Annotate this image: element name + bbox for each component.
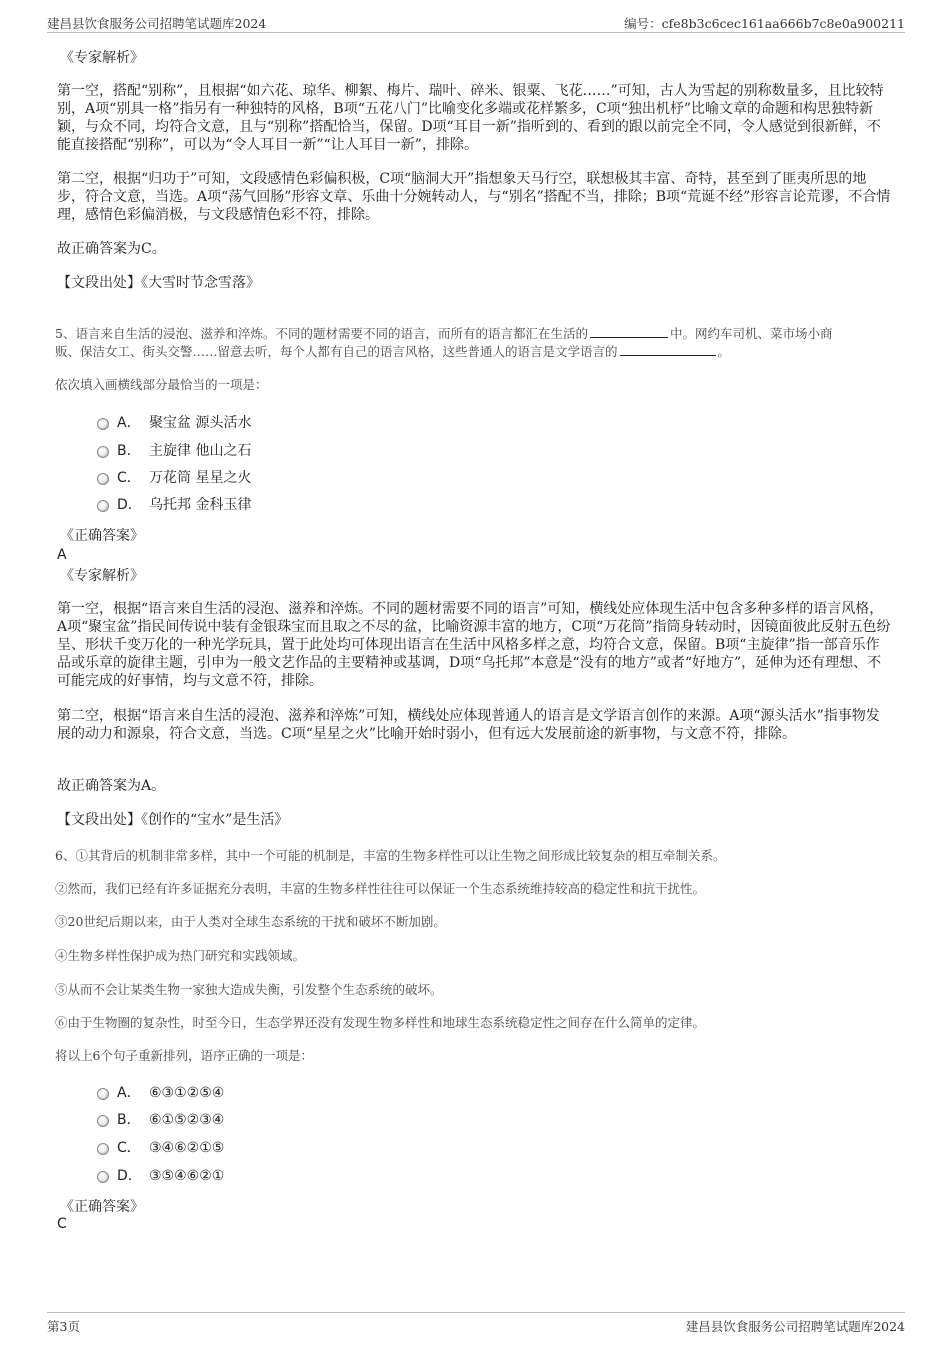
prev-analysis-para1: 第一空，搭配“别称”，且根据“如六花、琼华、柳絮、梅片、瑞叶、碎米、银粟、飞花……”可知，古人为雪起的别称数量多，且比较特别，A项“别具一格”指另有一种独特的风格，B项“五花八门”比喻变化多端或花样繁多，C项“独出机杼”比喻文章的命题和构思独特新颖，与众不同，均符合文意，且与“别称”搭配恰当，保留。D项“耳目一新”指听到的、看到的跟以前完全不同，令人感觉到很新鲜，不能直接搭配“别称”，可以为“令人耳目一新”“让人耳目一新”，排除。 [57, 83, 884, 153]
q6-option-c-text: ③④⑥②①⑤ [149, 1140, 225, 1156]
q6-option-a-text: ⑥③①②⑤④ [149, 1085, 225, 1101]
q6-sentence-3: ③20世纪后期以来，由于人类对全球生态系统的干扰和破坏不断加剧。 [55, 914, 446, 929]
q5-analysis-title: 《专家解析》 [60, 568, 144, 584]
radio-icon[interactable] [97, 1088, 109, 1100]
q6-option-c-letter: C． [117, 1140, 141, 1156]
q6-option-d-text: ③⑤④⑥②① [149, 1168, 225, 1184]
q6-sentence-4: ④生物多样性保护成为热门研究和实践领域。 [55, 948, 306, 963]
q5-option-b[interactable] [97, 441, 251, 461]
q6-answer-title: 《正确答案》 [60, 1199, 144, 1215]
q5-option-c-text: 万花筒 星星之火 [149, 470, 252, 486]
q5-option-d[interactable] [97, 495, 251, 515]
q5-analysis-para2: 第二空，根据“语言来自生活的浸泡、滋养和淬炼”可知，横线处应体现普通人的语言是文学语言创作的来源。A项“源头活水”指事物发展的动力和源泉，符合文意，当选。C项“星星之火”比喻开始时弱小，但有远大发展前途的新事物，与文意不符，排除。 [57, 708, 880, 742]
q5-stem-part-c: 贩、保洁女工、街头交警……留意去听，每个人都有自己的语言风格，这些普通人的语言是文学语言的 [55, 344, 618, 359]
q5-analysis-para1: 第一空，根据“语言来自生活的浸泡、滋养和淬炼。不同的题材需要不同的语言”可知，横线处应体现生活中包含多种多样的语言风格，A项“聚宝盆”指民间传说中装有金银珠宝而且取之不尽的盆，比喻资源丰富的地方，C项“万花筒”指筒身转动时，因镜面彼此反射五色纷呈、形状千变万化的一种光学玩具，置于此处均可体现出语言在生活中风格多样之意，均符合文意，保留。B项“主旋律”指一部音乐作品或乐章的旋律主题，引申为一般文艺作品的主要精神或基调，D项“乌托邦”本意是“没有的地方”或者“好地方”，延伸为还有理想、不可能完成的好事情，均与文意不符，排除。 [57, 601, 891, 689]
q5-option-a[interactable] [97, 413, 251, 433]
radio-icon[interactable] [97, 1171, 109, 1183]
q6-option-a[interactable] [97, 1083, 224, 1103]
q5-option-a-letter: A． [117, 415, 141, 431]
q5-blank-1 [590, 325, 668, 338]
q5-option-b-text: 主旋律 他山之石 [149, 443, 252, 459]
q5-option-d-text: 乌托邦 金科玉律 [149, 497, 252, 513]
q5-option-b-letter: B． [117, 443, 141, 459]
q5-answer: A [57, 547, 67, 563]
q5-option-c[interactable] [97, 468, 251, 488]
q6-option-d[interactable] [97, 1166, 224, 1186]
prev-conclusion: 故正确答案为C。 [57, 241, 166, 257]
q5-stem-part-d: 。 [717, 344, 731, 359]
q6-option-b-letter: B． [117, 1112, 141, 1128]
q6-option-b[interactable] [97, 1110, 224, 1130]
radio-icon[interactable] [97, 1143, 109, 1155]
radio-icon[interactable] [97, 473, 109, 485]
prev-analysis-title: 《专家解析》 [60, 50, 144, 66]
prev-source: 【文段出处】《大雪时节念雪落》 [57, 275, 260, 291]
q5-option-a-text: 聚宝盆 源头活水 [149, 415, 252, 431]
q5-answer-title: 《正确答案》 [60, 528, 144, 544]
radio-icon[interactable] [97, 1115, 109, 1127]
q5-stem-part-a: 5、语言来自生活的浸泡、滋养和淬炼。不同的题材需要不同的语言，而所有的语言都汇在生活的 [55, 326, 588, 341]
page-footer [47, 1312, 905, 1335]
footer-title: 建昌县饮食服务公司招聘笔试题库2024 [685, 1319, 905, 1334]
q6-option-d-letter: D． [117, 1168, 142, 1184]
q5-stem [55, 325, 895, 361]
q6-sentence-6: ⑥由于生物圈的复杂性，时至今日，生态学界还没有发现生物多样性和地球生态系统稳定性之间存在什么简单的定律。 [55, 1015, 706, 1030]
radio-icon[interactable] [97, 500, 109, 512]
prev-analysis-para2: 第二空，根据“归功于”可知，文段感情色彩偏积极，C项“脑洞大开”指想象天马行空，联想极其丰富、奇特，甚至到了匪夷所思的地步，符合文意，当选。A项“荡气回肠”形容文章、乐曲十分婉转动人，与“别名”搭配不当，排除；B项“荒诞不经”形容言论荒谬，不合情理，感情色彩偏消极，与文段感情色彩不符，排除。 [57, 171, 891, 223]
radio-icon[interactable] [97, 446, 109, 458]
header-doc-id: 编号：cfe8b3c6cec161aa666b7c8e0a900211 [624, 16, 905, 31]
q6-sentence-2: ②然而，我们已经有许多证据充分表明，丰富的生物多样性往往可以保证一个生态系统维持较高的稳定性和抗干扰性。 [55, 881, 706, 896]
page-header [47, 12, 905, 33]
q6-sentence-1: 6、①其背后的机制非常多样，其中一个可能的机制是，丰富的生物多样性可以让生物之间形成比较复杂的相互牵制关系。 [55, 848, 726, 863]
q6-option-b-text: ⑥①⑤②③④ [149, 1112, 225, 1128]
q5-source: 【文段出处】《创作的“宝水”是生活》 [57, 812, 289, 828]
q5-option-d-letter: D． [117, 497, 142, 513]
q5-stem-part-b: 中。网约车司机、菜市场小商 [669, 326, 833, 341]
q5-conclusion: 故正确答案为A。 [57, 778, 166, 794]
q6-answer: C [57, 1216, 67, 1232]
q5-blank-2 [620, 343, 716, 356]
header-title: 建昌县饮食服务公司招聘笔试题库2024 [47, 16, 267, 31]
radio-icon[interactable] [97, 418, 109, 430]
q5-option-c-letter: C． [117, 470, 141, 486]
q6-option-c[interactable] [97, 1138, 224, 1158]
q6-prompt: 将以上6个句子重新排列，语序正确的一项是： [55, 1048, 313, 1063]
q6-sentence-5: ⑤从而不会让某类生物一家独大造成失衡，引发整个生态系统的破坏。 [55, 982, 443, 997]
q6-option-a-letter: A． [117, 1085, 141, 1101]
q5-prompt: 依次填入画横线部分最恰当的一项是： [55, 377, 268, 392]
page-number: 第3页 [47, 1319, 80, 1334]
